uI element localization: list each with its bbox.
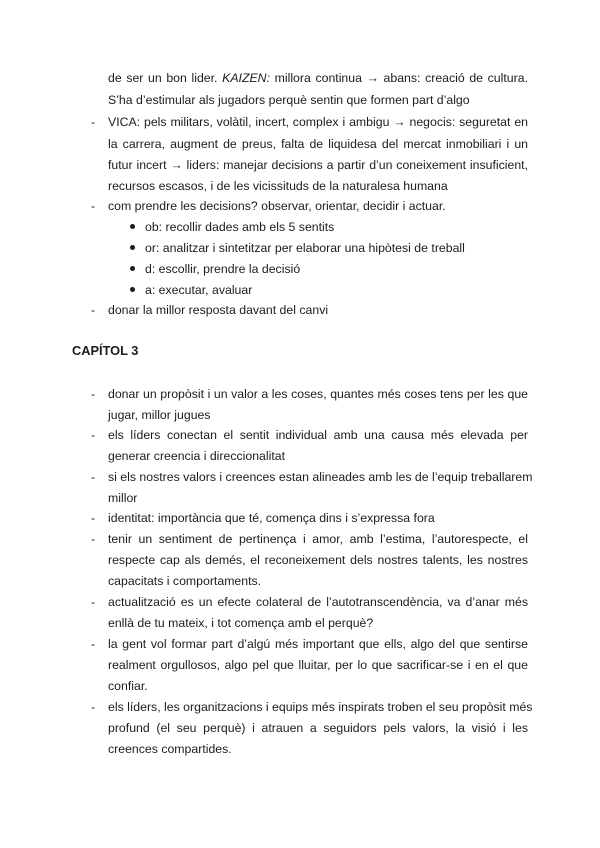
c3-item4-line1: identitat: importància que té, comença dins i s’expressa fora (108, 511, 435, 525)
list-dash: - (91, 532, 96, 546)
list-dash: - (91, 428, 96, 442)
c3-item8-line3: creences compartides. (108, 742, 232, 756)
bullet-dot (130, 266, 135, 271)
vica-line-3: futur incert → liders: manejar decisions a partir d’un coneixement insuficient, (108, 158, 528, 172)
c3-item2-line2: generar creencia i direccionalitat (108, 449, 286, 463)
list-dash: - (91, 470, 96, 484)
list-dash: - (91, 595, 96, 609)
kaizen-term: KAIZEN: (222, 71, 270, 85)
sub-item-or: or: analitzar i sintetitzar per elaborar una hipòtesi de treball (145, 241, 465, 255)
bullet-dot (130, 287, 135, 292)
list-dash: - (91, 700, 96, 714)
c3-item1-line1: donar un propòsit i un valor a les coses, quantes més coses tens per les que (108, 387, 528, 401)
c3-item3-line1: si els nostres valors i creences estan alineades amb les de l’equip treballarem (108, 470, 533, 484)
list-dash: - (91, 511, 96, 525)
vica-line-4: recursos escasos, i de les vicissituds de la naturalesa humana (108, 179, 448, 193)
chapter-heading: CAPÍTOL 3 (72, 343, 139, 358)
bullet-dot (130, 224, 135, 229)
c3-item5-line2: respecte cap als demés, el reconeixement dels nostres talents, les nostres (108, 553, 528, 567)
c3-item2-line1: els líders conectan el sentit individual amb una causa més elevada per (108, 428, 528, 442)
sub-item-a: a: executar, avaluar (145, 283, 253, 297)
c3-item5-line3: capacitats i comportaments. (108, 574, 262, 588)
text-segment: de ser un bon lider. (108, 71, 218, 85)
list-dash: - (91, 387, 96, 401)
text-segment: millora continua → abans: creació de cultura. (274, 71, 528, 85)
canvi-line: donar la millor resposta davant del canvi (108, 303, 329, 317)
list-dash: - (91, 199, 96, 213)
c3-item6-line1: actualització es un efecte colateral de l’autotranscendència, va d’anar més (108, 595, 528, 609)
c3-item5-line1: tenir un sentiment de pertinença i amor, amb l’estima, l’autorespecte, el (108, 532, 528, 546)
sub-item-ob: ob: recollir dades amb els 5 sentits (145, 220, 335, 234)
c3-item3-line2: millor (108, 491, 138, 505)
continuation-line-2: S’ha d’estimular als jugadors perquè sentin que formen part d’algo (108, 93, 470, 107)
continuation-line-1 (108, 70, 528, 86)
c3-item8-line2: profund (el seu perquè) i atrauen a seguidors pels valors, la visió i les (108, 721, 528, 735)
list-dash: - (91, 115, 96, 129)
decisions-line: com prendre les decisions? observar, orientar, decidir i actuar. (108, 199, 446, 213)
bullet-dot (130, 245, 135, 250)
sub-item-d: d: escollir, prendre la decisió (145, 262, 301, 276)
c3-item7-line3: confiar. (108, 679, 148, 693)
c3-item6-line2: enllà de tu mateix, i tot comença amb el perquè? (108, 616, 374, 630)
list-dash: - (91, 303, 96, 317)
c3-item7-line1: la gent vol formar part d’algú més important que ells, algo del que sentirse (108, 637, 528, 651)
list-dash: - (91, 637, 96, 651)
c3-item7-line2: realment orgullosos, algo pel que lluitar, per lo que sacrificar-se i en el que (108, 658, 528, 672)
c3-item1-line2: jugar, millor jugues (108, 408, 211, 422)
vica-line-2: la carrera, augment de preus, falta de liquidesa del mercat inmobiliari i un (108, 137, 528, 151)
vica-line-1: VICA: pels militars, volàtil, incert, complex i ambigu → negocis: seguretat en (108, 115, 528, 129)
c3-item8-line1: els líders, les organitzacions i equips més inspirats troben el seu propòsit més (108, 700, 533, 714)
